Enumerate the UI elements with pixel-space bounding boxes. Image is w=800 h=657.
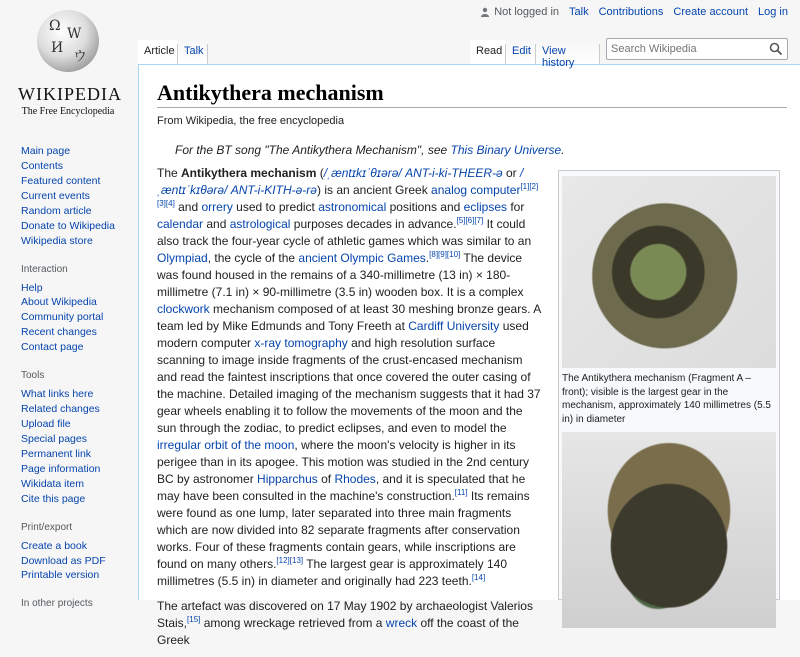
title-divider xyxy=(157,107,787,108)
link-hipparchus[interactable]: Hipparchus xyxy=(257,472,318,486)
ipa-link-1[interactable]: /ˌæntɪkɪˈθɪərə/ xyxy=(323,166,402,180)
link-astronomical[interactable]: astronomical xyxy=(318,200,387,214)
sidebar-other-projects xyxy=(21,598,131,609)
sidebar-item-what-links-here[interactable]: What links here xyxy=(21,388,94,401)
ipa-link-2[interactable]: /ˌæntɪˈkɪθərə/ xyxy=(157,166,524,197)
sidebar-heading-other-projects: In other projects xyxy=(21,598,93,610)
link-orrery[interactable]: orrery xyxy=(201,200,233,214)
sidebar-item-community-portal[interactable]: Community portal xyxy=(21,311,104,324)
sidebar-print xyxy=(21,522,131,583)
search-input[interactable] xyxy=(607,39,762,59)
paragraph-1: The Antikythera mechanism (/ˌæntɪkɪˈθɪərə/ ANT-i-ki-THEER-ə or /ˌæntɪˈkɪθərə/ ANT-i-KITH-ə-rə) is an ancient Greek analog computer[1][2][3][4] and orrery used to predict astronomical positions and eclipses for calendar and astrological purposes decades in advance.[5][6][7] It could also track the four-year cycle of athletic games which was similar to an Olympiad, the cycle of the ancient Olympic Games.[8][9][10] The device was found housed in the remains of a 340-millimetre (13 in) × 180-millimetre (7.1 in) × 90-millimetre (3.5 in) wooden box. It is a complex clockwork mechanism composed of at least 30 meshing bronze gears. A team led by Mike Edmunds and Tony Freeth at Cardiff University used modern computer x-ray tomography and high resolution surface scanning to image inside fragments of the crust-encased mechanism and read the faintest inscriptions that once covered the outer casing of the machine. Detailed imaging of the mechanism suggests that it had 37 gear wheels enabling it to follow the movements of the moon and the sun through the zodiac, to predict eclipses, and even to model the irregular orbit of the moon, where the moon's velocity is higher in its perigee than in its apogee. This motion was studied in the 2nd century BC by astronomer Hipparchus of Rhodes, and it is speculated that he may have been consulted in the machine's construction.[11] Its remains were found as one lump, later separated into three main fragments which are now divided into 82 separate fragments after conservation works. Four of these fragments contain gears, while inscriptions are found on many others.[12][13] The largest gear is approximately 140 millimetres (5.5 in) in diameter and originally had 223 teeth.[14] xyxy=(157,166,541,588)
talk-link[interactable]: Talk xyxy=(569,6,589,18)
hatnote xyxy=(175,143,565,157)
user-icon xyxy=(480,7,490,17)
sidebar-item-cite-page[interactable]: Cite this page xyxy=(21,492,86,505)
sidebar-item-upload-file[interactable]: Upload file xyxy=(21,418,71,430)
link-clockwork[interactable]: clockwork xyxy=(157,302,210,316)
fragment-a-back-image[interactable] xyxy=(562,432,776,628)
search-box xyxy=(606,38,788,60)
infobox-caption: The Antikythera mechanism (Fragment A – front); visible is the largest gear in the mechanism, approximately 140 millimetres (5.5 in) in diameter xyxy=(562,373,771,425)
paragraph-2: The artefact was discovered on 17 May 1902 by archaeologist Valerios Stais,[15] among wreckage retrieved from a wreck off the coast of the Greek xyxy=(157,599,533,647)
sidebar-item-recent-changes[interactable]: Recent changes xyxy=(21,326,97,339)
sidebar-item-help[interactable]: Help xyxy=(21,281,43,294)
sidebar-item-contact[interactable]: Contact page xyxy=(21,341,84,354)
link-olympiad[interactable]: Olympiad xyxy=(157,251,208,265)
hatnote-text: For the BT song "The Antikythera Mechanism", see xyxy=(175,143,451,157)
wikipedia-tagline: The Free Encyclopedia xyxy=(21,106,115,117)
sidebar-item-featured-content[interactable]: Featured content xyxy=(21,174,101,187)
log-in-link[interactable]: Log in xyxy=(758,6,788,18)
link-wreck[interactable]: wreck xyxy=(385,616,418,630)
sidebar-interaction xyxy=(21,264,131,355)
sidebar-heading-interaction: Interaction xyxy=(21,263,68,275)
sidebar-item-current-events[interactable]: Current events xyxy=(21,189,90,202)
page-title: Antikythera mechanism xyxy=(157,80,384,105)
sidebar-item-printable-version[interactable]: Printable version xyxy=(21,569,100,582)
tab-article[interactable]: Article xyxy=(138,40,178,64)
respell-link-2[interactable]: ANT-i-KITH-ə-rə xyxy=(230,183,317,197)
search-icon[interactable] xyxy=(769,42,783,56)
respell-link-1[interactable]: ANT-i-ki-THEER-ə xyxy=(405,166,503,180)
link-calendar[interactable]: calendar xyxy=(157,217,204,231)
sidebar-item-special-pages[interactable]: Special pages xyxy=(21,432,87,445)
create-account-link[interactable]: Create account xyxy=(673,6,749,18)
hatnote-link[interactable]: This Binary Universe xyxy=(450,143,562,157)
personal-tools xyxy=(480,6,788,18)
sidebar-item-wikidata-item[interactable]: Wikidata item xyxy=(21,477,85,490)
sidebar-item-store[interactable]: Wikipedia store xyxy=(21,234,93,247)
site-subtitle: From Wikipedia, the free encyclopedia xyxy=(157,115,345,127)
link-x-ray-tomography[interactable]: x-ray tomography xyxy=(254,336,348,350)
wikipedia-logo[interactable] xyxy=(18,10,122,117)
sidebar-item-download-pdf[interactable]: Download as PDF xyxy=(21,554,106,567)
sidebar-heading-print: Print/export xyxy=(21,521,73,533)
contributions-link[interactable]: Contributions xyxy=(598,6,664,18)
not-logged-in xyxy=(480,6,559,18)
link-cardiff-university[interactable]: Cardiff University xyxy=(408,319,500,333)
sidebar xyxy=(21,146,131,625)
sidebar-item-permanent-link[interactable]: Permanent link xyxy=(21,447,92,460)
tab-talk[interactable]: Talk xyxy=(178,40,208,64)
sidebar-item-about[interactable]: About Wikipedia xyxy=(21,296,97,309)
fragment-a-front-image[interactable] xyxy=(562,176,776,368)
sidebar-item-contents[interactable]: Contents xyxy=(21,159,64,172)
link-rhodes[interactable]: Rhodes xyxy=(334,472,376,486)
sidebar-tools xyxy=(21,370,131,505)
link-astrological[interactable]: astrological xyxy=(229,217,291,231)
tab-edit[interactable]: Edit xyxy=(506,40,536,64)
link-analog-computer[interactable]: analog computer xyxy=(431,183,521,197)
sidebar-heading-tools: Tools xyxy=(21,370,45,382)
sidebar-item-random-article[interactable]: Random article xyxy=(21,204,92,217)
infobox xyxy=(558,170,780,600)
link-ancient-olympic-games[interactable]: ancient Olympic Games xyxy=(298,251,426,265)
hatnote-suffix: . xyxy=(561,143,565,157)
sidebar-item-create-book[interactable]: Create a book xyxy=(21,539,87,552)
tab-read[interactable]: Read xyxy=(470,40,506,64)
sidebar-item-related-changes[interactable]: Related changes xyxy=(21,403,100,416)
link-eclipses[interactable]: eclipses xyxy=(463,200,508,214)
wikipedia-globe-icon: Ω W И ウ xyxy=(37,10,99,72)
sidebar-navigation xyxy=(21,146,131,248)
tab-view-history[interactable]: View history xyxy=(536,40,600,64)
sidebar-item-page-information[interactable]: Page information xyxy=(21,462,101,475)
sidebar-item-donate[interactable]: Donate to Wikipedia xyxy=(21,219,115,232)
article-body xyxy=(157,165,544,657)
link-irregular-orbit[interactable]: irregular orbit of the moon xyxy=(157,438,295,452)
wikipedia-wordmark: WIKIPEDIA xyxy=(18,84,122,104)
not-logged-in-label: Not logged in xyxy=(494,6,560,18)
sidebar-item-main-page[interactable]: Main page xyxy=(21,145,71,157)
